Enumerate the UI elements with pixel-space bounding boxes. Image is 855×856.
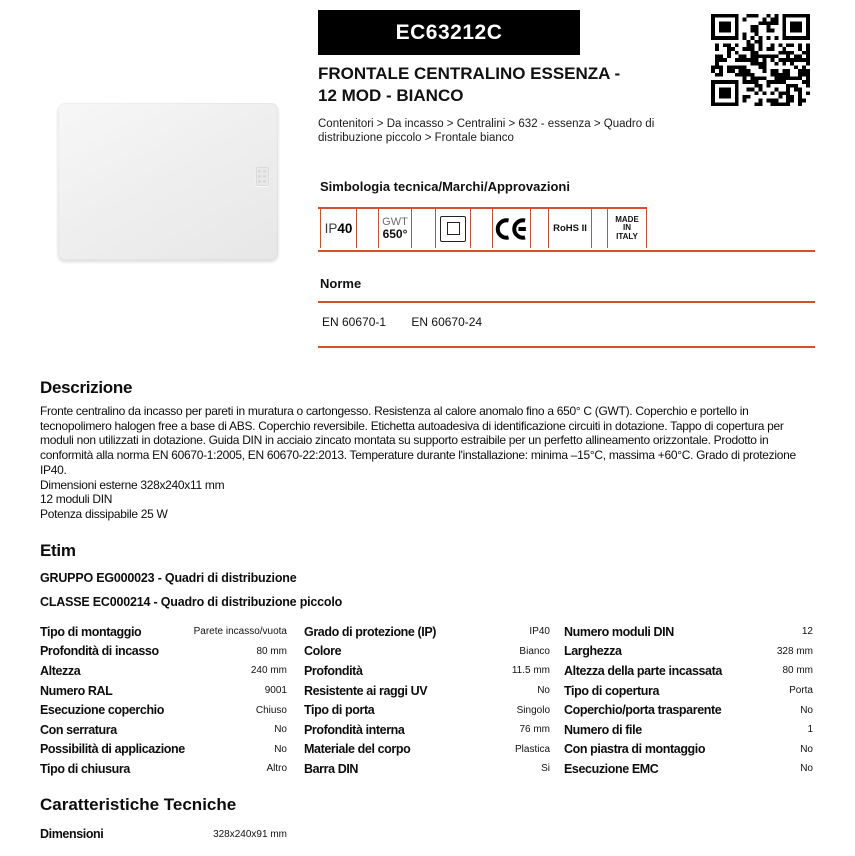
- spec-value: 9001: [264, 685, 287, 697]
- spec-value: 80 mm: [782, 665, 813, 677]
- etim-heading: Etim: [40, 541, 76, 560]
- table-row: [564, 642, 813, 662]
- rohs-label: RoHS II: [553, 223, 587, 234]
- spec-label: Con piastra di montaggio: [564, 742, 706, 757]
- spec-value: 76 mm: [519, 724, 550, 736]
- spec-value: 328x240x91 mm: [213, 828, 287, 840]
- table-row: [304, 720, 550, 740]
- spec-label: Tipo di copertura: [564, 683, 660, 698]
- product-photo: [58, 103, 278, 260]
- spec-label: Materiale del corpo: [304, 742, 411, 757]
- spec-value: No: [537, 685, 550, 697]
- spec-value: 80 mm: [256, 645, 287, 657]
- table-row: [564, 661, 813, 681]
- spec-label: Profondità interna: [304, 722, 405, 737]
- descrizione-body: [40, 404, 818, 522]
- qr-code: [711, 14, 810, 111]
- double-insulation-cell: [435, 209, 471, 248]
- spec-label: Dimensioni: [40, 827, 104, 841]
- table-row: [304, 681, 550, 701]
- spec-value: Chiuso: [255, 704, 287, 716]
- spec-label: Possibilità di applicazione: [40, 742, 185, 757]
- descrizione-paragraph: Fronte centralino da incasso per pareti in muratura o cartongesso. Resistenza al calore anomalo fino a 650° C (GWT). Coperchio e portello in tecnopolimero halogen free a base di ABS. Coperchio reversibile. Etichetta autoadesiva di identificazione circuiti in dotazione. Tappo di copertura per moduli non utilizzati in dotazione. Guida DIN in acciaio zincato montata su supporto estraibile per un perfetto allineamento orizzontale. Prodotto in conformità alla norma EN 60670-1:2005, EN 60670-22:2013. Temperature durante l'installazione: minima –15°C, massima +60°C. Grado di protezione IP40.: [40, 404, 796, 477]
- etim-classe: CLASSE EC000214 - Quadro di distribuzione piccolo: [40, 595, 343, 609]
- etim-table-col1: [40, 622, 287, 779]
- page-title-line2: 12 MOD - BIANCO: [318, 86, 464, 105]
- ip-rating-cell: [320, 209, 357, 248]
- table-row: [304, 759, 550, 779]
- spec-value: 11.5 mm: [511, 665, 550, 677]
- table-row: [40, 759, 287, 779]
- spec-label: Tipo di montaggio: [40, 624, 142, 639]
- spec-label: Numero di file: [564, 722, 642, 737]
- made-in-italy-label: [615, 216, 639, 242]
- spec-label: Colore: [304, 644, 342, 659]
- table-row: [40, 827, 287, 841]
- tecniche-heading: Caratteristiche Tecniche: [40, 795, 237, 814]
- brand-logo-badge: [256, 167, 269, 186]
- descrizione-line: Potenza dissipabile 25 W: [40, 506, 168, 521]
- made-line3: ITALY: [616, 231, 638, 241]
- spec-label: Altezza della parte incassata: [564, 663, 722, 678]
- spec-label: Tipo di porta: [304, 703, 375, 718]
- spec-label: Con serratura: [40, 722, 117, 737]
- table-row: [564, 759, 813, 779]
- spec-value: No: [800, 763, 813, 775]
- spec-value: No: [274, 743, 287, 755]
- spec-value: 240 mm: [250, 665, 287, 677]
- divider: [318, 250, 815, 252]
- spec-value: No: [274, 724, 287, 736]
- made-line2: IN: [623, 223, 631, 233]
- table-row: [564, 622, 813, 642]
- table-row: [564, 700, 813, 720]
- spec-value: No: [800, 704, 813, 716]
- table-row: [40, 740, 287, 760]
- spec-label: Esecuzione coperchio: [40, 703, 164, 718]
- spec-value: No: [800, 743, 813, 755]
- spec-label: Barra DIN: [304, 761, 359, 776]
- table-row: [304, 642, 550, 662]
- etim-gruppo: GRUPPO EG000023 - Quadri di distribuzione: [40, 571, 297, 585]
- spec-label: Larghezza: [564, 644, 622, 659]
- spec-value: Plastica: [514, 743, 550, 755]
- ce-mark-icon: [495, 217, 528, 241]
- spec-label: Altezza: [40, 663, 81, 678]
- gwt-value: 650°: [382, 227, 408, 241]
- symbols-heading: Simbologia tecnica/Marchi/Approvazioni: [320, 179, 570, 194]
- descrizione-line: Dimensioni esterne 328x240x11 mm: [40, 477, 225, 492]
- gwt-cell: [378, 209, 412, 248]
- table-row: [564, 740, 813, 760]
- ce-cell: [492, 209, 531, 248]
- table-row: [564, 681, 813, 701]
- table-row: [40, 622, 287, 642]
- spec-label: Tipo di chiusura: [40, 761, 130, 776]
- spec-label: Profondità: [304, 663, 363, 678]
- spec-value: Altro: [266, 763, 287, 775]
- product-code: EC63212C: [395, 20, 503, 44]
- page-title-line1: FRONTALE CENTRALINO ESSENZA -: [318, 64, 621, 83]
- divider: [318, 346, 815, 348]
- spec-value: Porta: [789, 685, 813, 697]
- table-row: [304, 622, 550, 642]
- spec-label: Esecuzione EMC: [564, 761, 659, 776]
- descrizione-line: 12 moduli DIN: [40, 492, 113, 507]
- product-code-box: [318, 10, 580, 55]
- standard-item: EN 60670-24: [411, 315, 483, 329]
- spec-value: Bianco: [519, 645, 550, 657]
- table-row: [40, 661, 287, 681]
- etim-table-col2: [304, 622, 550, 779]
- ip-value: 40: [337, 221, 353, 236]
- descrizione-heading: Descrizione: [40, 378, 133, 397]
- made-in-italy-cell: [607, 209, 647, 248]
- table-row: [40, 700, 287, 720]
- spec-label: Coperchio/porta trasparente: [564, 703, 722, 718]
- double-insulation-icon: [440, 216, 466, 242]
- spec-value: 328 mm: [776, 645, 813, 657]
- spec-label: Numero RAL: [40, 683, 113, 698]
- spec-label: Grado di protezione (IP): [304, 624, 437, 639]
- standard-item: EN 60670-1: [322, 315, 387, 329]
- spec-label: Numero moduli DIN: [564, 624, 674, 639]
- spec-value: IP40: [529, 626, 550, 638]
- spec-value: 12: [801, 626, 813, 638]
- gwt-label: GWT: [382, 216, 408, 228]
- rohs-cell: [548, 209, 592, 248]
- ip-prefix: IP: [324, 221, 338, 236]
- spec-label: Resistente ai raggi UV: [304, 683, 428, 698]
- page-title: [318, 63, 718, 107]
- spec-label: Profondità di incasso: [40, 644, 159, 659]
- ip-rating: [325, 221, 353, 236]
- made-line1: MADE: [615, 214, 639, 224]
- table-row: [564, 720, 813, 740]
- etim-table-col3: [564, 622, 813, 779]
- divider: [318, 207, 647, 209]
- standards-list: [322, 315, 504, 329]
- table-row: [40, 681, 287, 701]
- breadcrumb: Contenitori > Da incasso > Centralini > 632 - essenza > Quadro di distribuzione piccolo > Frontale bianco: [318, 118, 655, 144]
- symbols-row: [318, 207, 815, 252]
- spec-value: Singolo: [516, 704, 550, 716]
- spec-value: Si: [541, 763, 550, 775]
- table-row: [40, 720, 287, 740]
- table-row: [304, 661, 550, 681]
- spec-value: 1: [807, 724, 813, 736]
- divider: [318, 301, 815, 303]
- table-row: [304, 740, 550, 760]
- table-row: [304, 700, 550, 720]
- norme-heading: Norme: [320, 276, 362, 291]
- spec-value: Parete incasso/vuota: [193, 626, 287, 638]
- table-row: [40, 642, 287, 662]
